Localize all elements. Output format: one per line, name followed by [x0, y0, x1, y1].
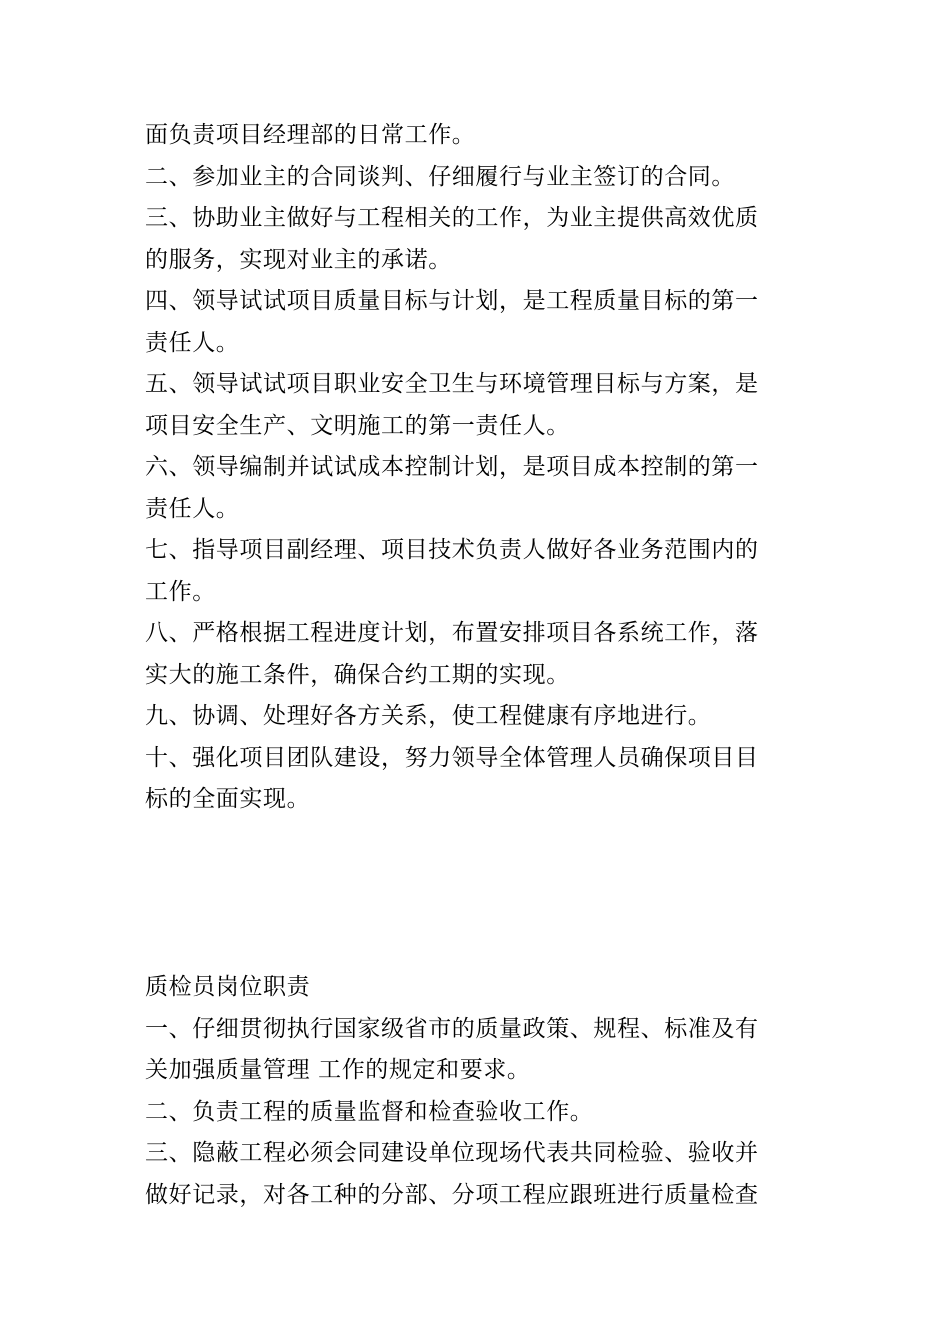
paragraph-line: 一、仔细贯彻执行国家级省市的质量政策、规程、标准及有: [145, 1016, 759, 1042]
paragraph-line: 标的全面实现。: [145, 786, 311, 812]
paragraph-line: 二、负责工程的质量监督和检查验收工作。: [145, 1099, 594, 1125]
paragraph-line: 三、协助业主做好与工程相关的工作，为业主提供高效优质: [145, 205, 759, 231]
paragraph-line: 四、领导试试项目质量目标与计划，是工程质量目标的第一: [145, 288, 759, 314]
paragraph-line: 十、强化项目团队建设，努力领导全体管理人员确保项目目: [145, 745, 759, 771]
paragraph-line: 七、指导项目副经理、项目技术负责人做好各业务范围内的: [145, 537, 759, 563]
paragraph-line: 九、协调、处理好各方关系，使工程健康有序地进行。: [145, 703, 712, 729]
paragraph-line: 二、参加业主的合同谈判、仔细履行与业主签订的合同。: [145, 164, 735, 190]
paragraph-line: 五、领导试试项目职业安全卫生与环境管理目标与方案，是: [145, 371, 759, 397]
section-title: 质检员岗位职责: [145, 974, 311, 1000]
paragraph-line: 工作。: [145, 579, 216, 605]
paragraph-line: 三、隐蔽工程必须会同建设单位现场代表共同检验、验收并: [145, 1140, 759, 1166]
paragraph-line: 的服务，实现对业主的承诺。: [145, 247, 452, 273]
paragraph-line: 面负责项目经理部的日常工作。: [145, 122, 476, 148]
paragraph-line: 责任人。: [145, 496, 240, 522]
paragraph-line: 责任人。: [145, 330, 240, 356]
paragraph-line: 项目安全生产、文明施工的第一责任人。: [145, 413, 570, 439]
paragraph-line: 实大的施工条件，确保合约工期的实现。: [145, 662, 570, 688]
paragraph-line: 做好记录，对各工种的分部、分项工程应跟班进行质量检查: [145, 1182, 759, 1208]
paragraph-line: 关加强质量管理 工作的规定和要求。: [145, 1057, 531, 1083]
paragraph-line: 八、严格根据工程进度计划，布置安排项目各系统工作，落: [145, 620, 759, 646]
paragraph-line: 六、领导编制并试试成本控制计划，是项目成本控制的第一: [145, 454, 759, 480]
